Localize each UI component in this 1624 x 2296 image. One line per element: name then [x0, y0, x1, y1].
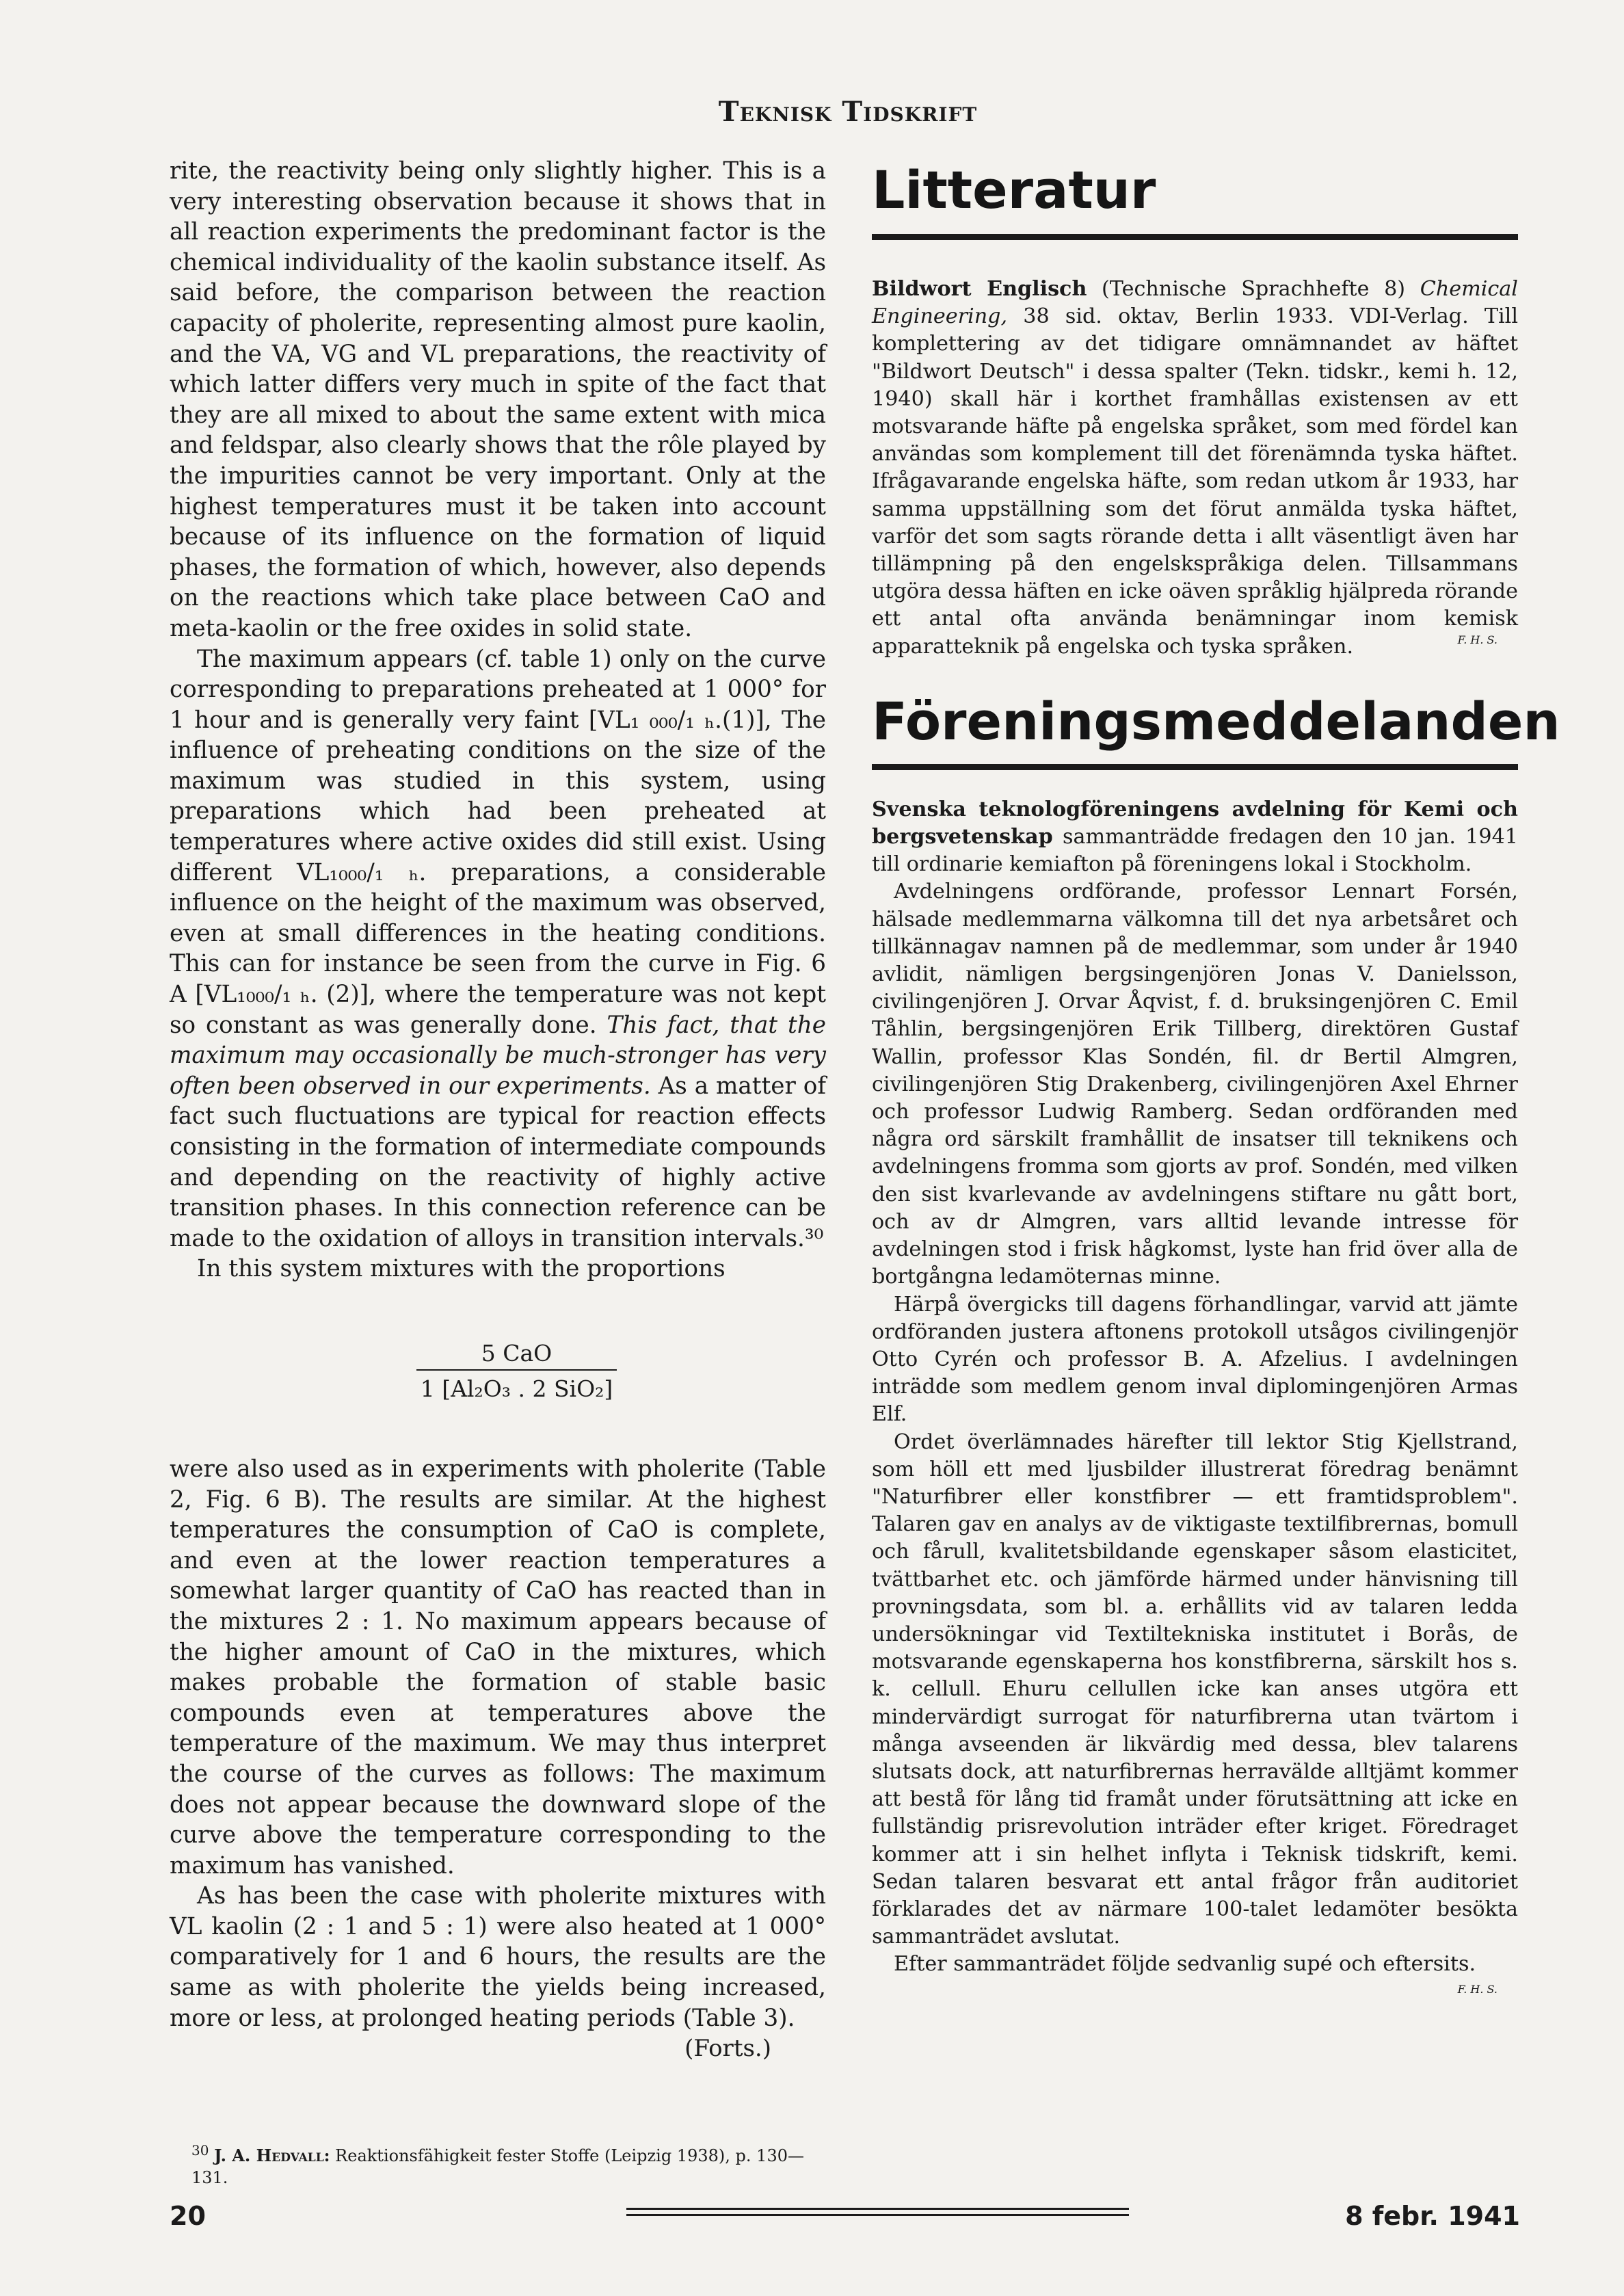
- paragraph: [872, 796, 1518, 879]
- formula-denominator: 1 [Al₂O₃ . 2 SiO₂]: [416, 1369, 617, 1405]
- paragraph: [170, 644, 826, 1254]
- paragraph: rite, the reactivity being only slightly higher. This is a very interesting observation because it shows that in all reaction experiments the predominant factor is the chemical individuality of the kaolin substance itself. As said before, the comparison between the reaction capacity of pholerite, representing almost pure kaolin, and the VA, VG and VL preparations, the reactivity of which latter differs very much in spite of the fact that they are all mixed to about the same extent with mica and feldspar, also clearly shows that the rôle played by the impurities cannot be very important. Only at the highest temperatures must it be taken into account because of its influence on the formation of liquid phases, the formation of which, however, also depends on the reactions which take place between CaO and meta-kaolin or the free oxides in solid state.: [170, 157, 826, 642]
- society-name: Svenska teknologföreningens avdelning för Kemi och bergsvetenskap: [872, 797, 1518, 849]
- footnote-author: J. A. Hedvall:: [214, 2146, 330, 2165]
- paragraph: Ordet överlämnades härefter till lektor Stig Kjellstrand, som höll ett med ljusbilder illustrerat föredrag benämnt "Naturfibrer eller konstfibrer — ett framtidsproblem". Talaren gav en analys av de viktigaste textilfibrernas, bomull och fårull, kvalitetsbildande egenskaper såsom elasticitet, tvättbarhet etc. och jämförde härmed under hänvisning till provningsdata, som bl. a. erhållits vid av talaren ledda undersökningar vid Textiltekniska institutet i Borås, de motsvarande egenskaperna hos konstfibrerna, särskilt hos s. k. cellull. Ehuru cellullen icke kan anses utgöra ett mindervärdigt surrogat för naturfibrerna utan tvärtom i många avseenden är likvärdig med dessa, blev talarens slutsats dock, att naturfibrernas herravälde alltjämt kommer att bestå för lång tid framåt under förutsättning att icke en fullständig prisrevolution inträder efter kriget. Föredraget kommer att i sin helhet inflyta i Teknisk tidskrift, kemi. Sedan talaren besvarat ett antal frågor från auditoriet förklarades det av närmare 100-talet ledamöter besökta sammanträdet avslutat.: [872, 1429, 1518, 1949]
- paragraph: Efter sammanträdet följde sedvanlig supé och eftersits.: [894, 1952, 1476, 1977]
- paragraph: Avdelningens ordförande, professor Lennart Forsén, hälsade medlemmarna välkomna till det nya arbetsåret och tillkännagav namnen på de medlemmar, som under år 1940 avlidit, nämligen bergsingenjören Jonas V. Danielsson, civilingenjören J. Orvar Åqvist, f. d. bruksingenjören C. Emil Tåhlin, bergsingenjören Erik Tillberg, direktören Gustaf Wallin, professor Klas Sondén, fil. dr Bertil Almgren, civilingenjören Stig Drakenberg, civilingenjören Axel Ehrner och professor Ludwig Ramberg. Sedan ordföranden med några ord särskilt framhållit de insatser till teknikens och avdelningens fromma som gjorts av prof. Sondén, med vilken den sist kvarlevande av avdelningens stiftare nu gått bort, och av dr Almgren, vars alltid levande intresse för avdelningen stod i frisk hågkomst, lyste han frid över alla de bortgångna ledamöternas minne.: [872, 880, 1518, 1289]
- section-rule: [872, 234, 1518, 240]
- paragraph-text: sammanträdde fredagen den 10 jan. 1941 till ordinarie kemiafton på föreningens lokal i Stockholm.: [872, 825, 1518, 877]
- paragraph-text: The maximum appears (cf. table 1) only on the curve corresponding to preparations preheated at 1 000° for 1 hour and is generally very faint [VL₁ ₀₀₀/₁ ₕ.(1)], The influence of preheating conditions on the size of the maximum was studied in this system, using preparations which had been preheated at temperatures where active oxides did still exist. Using different VL₁₀₀₀/₁ ₕ. preparations, a considerable influence on the height of the maximum was observed, even at small differences in the heating conditions. This can for instance be seen from the curve in Fig. 6 A [VL₁₀₀₀/₁ ₕ. (2)], where the temperature was not kept so constant as was generally done.: [170, 645, 826, 1039]
- signature: F. H. S.: [1457, 633, 1497, 646]
- right-column: [872, 159, 1560, 1996]
- paragraph: As has been the case with pholerite mixtures with VL kaolin (2 : 1 and 5 : 1) were also heated at 1 000° comparatively for 1 and 6 hours, the results are the same as with pholerite the yields being increased, more or less, at prolonged heating periods (Table 3).: [170, 1882, 826, 2032]
- paragraph-text: As a matter of fact such fluctuations are typical for reaction effects consisting in the formation of intermediate compounds and depending on the reactivity of highly active transition phases. In this connection reference can be made to the oxidation of alloys in transition intervals.³⁰: [170, 1072, 826, 1252]
- page-number: 20: [170, 2201, 206, 2231]
- review-paragraph: [872, 276, 1518, 661]
- footer-rule: [626, 2208, 1129, 2220]
- page-footer: [170, 2201, 1520, 2242]
- formula-numerator: 5 CaO: [481, 1339, 553, 1367]
- formula: [170, 1338, 826, 1405]
- italic-statement: This fact, that the maximum may occasionally be much-stronger has very often been observed in our experiments.: [170, 1011, 827, 1100]
- review-series: (Technische Sprachhefte 8): [1102, 277, 1406, 301]
- footnote-marker: 30: [191, 2142, 209, 2159]
- issue-date: 8 febr. 1941: [1345, 2201, 1520, 2231]
- paragraph: Härpå övergicks till dagens förhandlingar, varvid att jämte ordföranden justera aftonens protokoll utsågos civilingenjör Otto Cyrén och professor B. A. Afzelius. I avdelningen inträdde som medlem genom inval diplomingenjören Armas Elf.: [872, 1292, 1518, 1427]
- left-column: [170, 156, 826, 2063]
- footnote: [191, 2139, 827, 2189]
- continued-note: (Forts.): [684, 2035, 771, 2063]
- review-subtitle: Chemical Engineering,: [872, 277, 1518, 329]
- review-title: Bildwort Englisch: [872, 277, 1087, 301]
- running-header: Teknisk Tidskrift: [718, 96, 978, 128]
- signature: F. H. S.: [1457, 1982, 1497, 1996]
- section-title-foreningsmeddelanden: Föreningsmeddelanden: [872, 690, 1560, 752]
- footnote-text: Reaktionsfähigkeit fester Stoffe (Leipzig 1938), p. 130—131.: [191, 2146, 804, 2187]
- review-text: 38 sid. oktav, Berlin 1933. VDI-Verlag. Till komplettering av det tidigare omnämnandet av häftet "Bildwort Deutsch" i dessa spalter (Tekn. tidskr., kemi h. 12, 1940) skall här i korthet framhållas existensen av ett motsvarande häfte på engelska språket, som med fördel kan användas som komplement till det förenämnda tyska häftet. Ifrågavarande engelska häfte, som redan utkom år 1933, har samma uppställning som det förut anmälda tyska häftet, varför det som sagts rörande detta i allt väsentligt även har tillämpning på den engelskspråkiga delen. Tillsammans utgöra dessa häften en icke oäven språklig hjälpreda rörande ett antal ofta använda benämningar inom kemisk apparatteknik på engelska och tyska språken.: [872, 304, 1518, 659]
- paragraph: In this system mixtures with the proportions: [197, 1255, 726, 1283]
- paragraph: were also used as in experiments with pholerite (Table 2, Fig. 6 B). The results are similar. At the highest temperatures the consumption of CaO is complete, and even at the lower reaction temperatures a somewhat larger quantity of CaO has reacted than in the mixtures 2 : 1. No maximum appears because of the higher amount of CaO in the mixtures, which makes probable the formation of stable basic compounds even at temperatures above the temperature of the maximum. We may thus interpret the course of the curves as follows: The maximum does not appear because the downward slope of the curve above the temperature corresponding to the maximum has vanished.: [170, 1455, 826, 1879]
- section-title-litteratur: Litteratur: [872, 159, 1156, 220]
- section-rule: [872, 764, 1518, 770]
